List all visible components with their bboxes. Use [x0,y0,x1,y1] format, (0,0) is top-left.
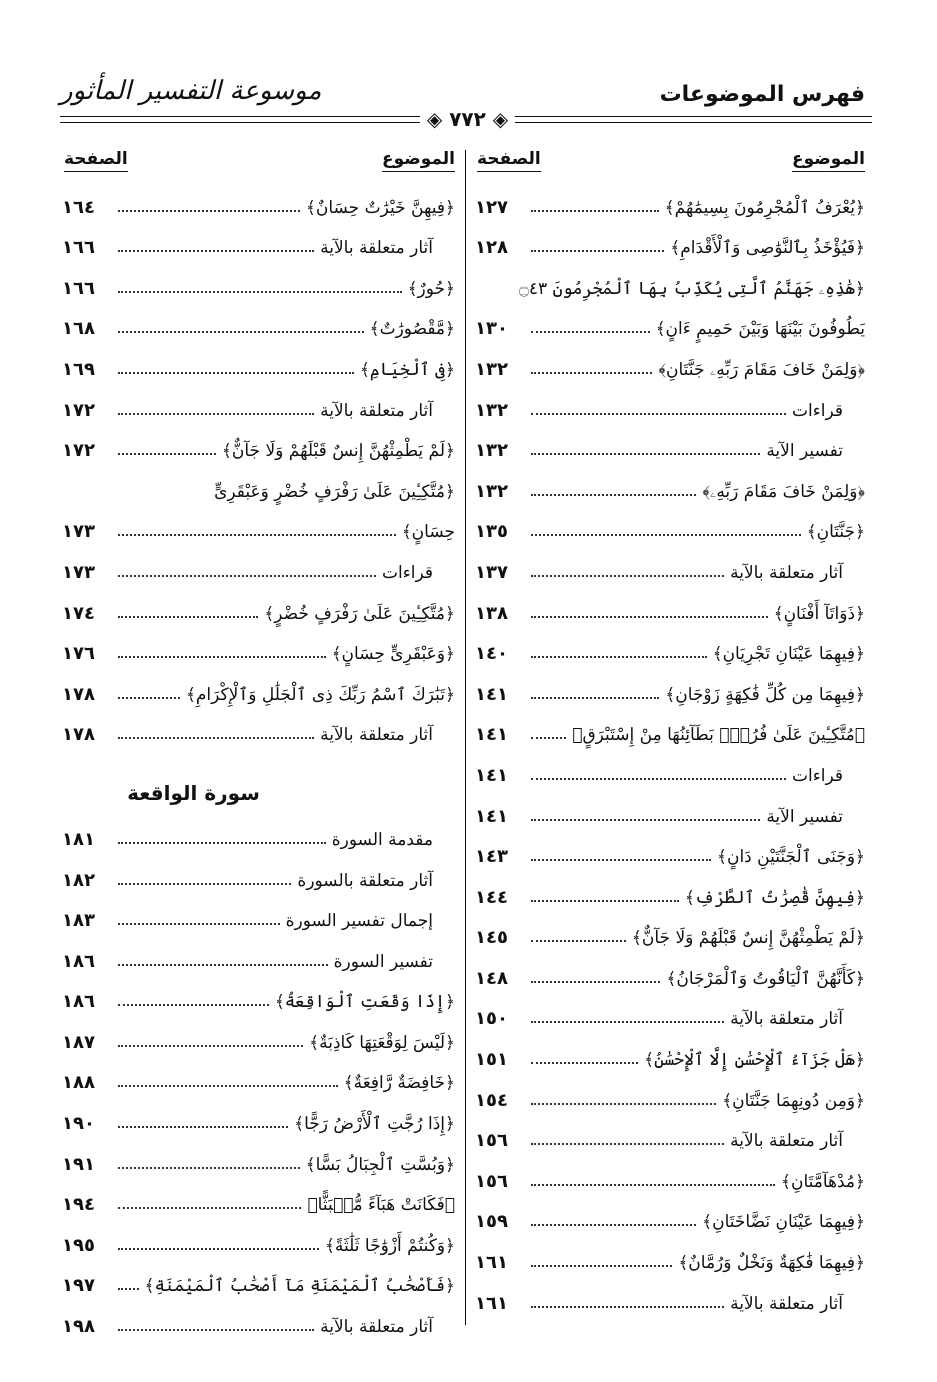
index-entry [475,711,865,752]
entry-title: ﴿فِيهِنَّ قَٰصِرَٰتُ ٱلطَّرْفِ﴾ [684,887,865,908]
entry-title: ﴿وَلِمَنْ خَافَ مَقَامَ رَبِّهِۦ﴾ [702,481,865,502]
index-entry [475,833,865,874]
index-entry [62,937,455,978]
entry-title: قراءات [382,562,433,583]
index-entry [475,1117,865,1158]
leader-dots [118,372,354,374]
leader-dots [118,534,396,536]
index-entry [62,264,455,305]
index-entry [475,630,865,671]
entry-title: ﴿مُدْهَآمَّتَانِ﴾ [781,1171,865,1192]
index-entry [62,427,455,468]
entry-page-number: ١٧٤ [62,602,95,624]
leader-dots [531,981,660,983]
leader-dots [118,1045,303,1047]
entry-page-number: ١٣٧ [475,561,508,583]
leader-dots [118,923,280,925]
leader-dots [531,250,664,252]
index-entry [62,1221,455,1262]
leader-dots [118,453,216,455]
index-entry [62,1302,455,1343]
entry-page-number: ١٩٥ [62,1234,95,1256]
entry-page-number: ١٨٣ [62,910,95,932]
leader-dots [118,331,364,333]
leader-dots [118,656,326,658]
leader-dots [118,250,314,252]
leader-dots [118,291,402,293]
index-entry [475,548,865,589]
section-heading [62,751,455,815]
entry-page-number: ١٩٤ [62,1194,95,1216]
index-entry [475,427,865,468]
index-entry [62,224,455,265]
entry-title: ﴿مُتَّكِـِٔينَ عَلَىٰ رَفْرَفٍ خُضْرٍ﴾ [264,603,455,624]
leader-dots [118,1126,288,1128]
leader-dots [118,1207,301,1209]
entry-page-number: ١٩٠ [62,1113,95,1135]
leader-dots [118,1329,314,1331]
leader-dots [118,1248,319,1250]
entry-title: ﴿كَأَنَّهُنَّ ٱلْيَاقُوتُ وَٱلْمَرْجَانُ﴾ [666,968,865,989]
leader-dots [531,1021,724,1023]
index-entry [62,856,455,897]
entry-title: ﴿وَبُسَّتِ ٱلْجِبَالُ بَسًّا﴾ [305,1154,455,1175]
entry-title: ﴿خَافِضَةٌ رَّافِعَةٌ﴾ [343,1073,455,1094]
index-entry [62,630,455,671]
entry-page-number: ١٤٣ [475,846,508,868]
leader-dots [531,1103,716,1105]
right-entry-list [475,183,865,1320]
leader-dots [118,737,314,739]
index-entry [62,1018,455,1059]
index-entry [62,467,455,508]
index-entry [475,873,865,914]
entry-title: ﴿يُعْرَفُ ٱلْمُجْرِمُونَ بِسِيمَٰهُمْ﴾ [664,197,865,218]
index-entry [62,345,455,386]
entry-title: ﴿لَيْسَ لِوَقْعَتِهَا كَاذِبَةٌ﴾ [309,1032,455,1053]
entry-page-number: ١٩١ [62,1153,95,1175]
index-entry [62,1059,455,1100]
page-heading: الصفحة [64,149,128,172]
entry-page-number: ١٨٨ [62,1072,95,1094]
entry-page-number: ١٣٢ [475,480,508,502]
entry-title: ﴿وَعَبْقَرِىٍّ حِسَانٍ﴾ [331,644,455,665]
entry-page-number: ١٤٤ [475,886,508,908]
entry-title: ﴿وَجَنَى ٱلْجَنَّتَيْنِ دَانٍ﴾ [717,847,865,868]
entry-page-number: ١٥٦ [475,1130,508,1152]
entry-page-number: ١٣٠ [475,318,508,340]
index-entry [475,1035,865,1076]
index-entry [475,914,865,955]
entry-title: ﴿فِيهِمَا عَيْنَانِ نَضَّاخَتَانِ﴾ [702,1212,865,1233]
leader-dots [531,413,786,415]
entry-page-number: ١٢٧ [475,196,508,218]
entry-page-number: ١٧٨ [62,724,95,746]
entry-page-number: ١٦١ [475,1292,508,1314]
leader-dots [118,616,258,618]
entry-page-number: ١٨٦ [62,950,95,972]
index-entry [475,305,865,346]
right-column-header [475,145,865,183]
entry-title: ﴿هَٰذِهِۦ جَهَنَّمُ ٱلَّتِى يُكَذِّبُ بِهَا ٱلْمُجْرِمُونَ ۝٤٣ [518,278,865,299]
leader-dots [118,210,300,212]
index-entry [62,1262,455,1303]
entry-page-number: ١٦٦ [62,237,95,259]
index-entry [475,1198,865,1239]
entry-page-number: ١٥٩ [475,1211,508,1233]
leader-dots [118,1004,269,1006]
entry-title: إجمال تفسير السورة [285,911,433,932]
topic-heading: الموضوع [382,149,455,172]
leader-dots [118,575,376,577]
entry-page-number: ١٢٨ [475,237,508,259]
entry-page-number: ١٤٨ [475,967,508,989]
entry-page-number: ١٨٢ [62,869,95,891]
entry-title: يَطُوفُونَ بَيْنَهَا وَبَيْنَ حَمِيمٍ ءَانٍ﴾ [655,319,865,340]
entry-page-number: ١٧٣ [62,521,95,543]
leader-dots [118,883,291,885]
entry-page-number: ١٩٨ [62,1316,95,1338]
topic-heading: الموضوع [792,149,865,172]
entry-title: ﴿حُورٌ﴾ [407,278,455,299]
leader-dots [531,534,801,536]
entry-page-number: ١٤١ [475,724,508,746]
entry-title: آثار متعلقة بالآية [730,1009,843,1030]
page-number: ◈ ٧٧٢ ◈ [420,107,515,131]
leader-dots [118,1288,139,1290]
entry-page-number: ١٦١ [475,1252,508,1274]
index-entry [62,386,455,427]
leader-dots [531,778,786,780]
entry-page-number: ١٦٤ [62,196,95,218]
entry-page-number: ١٨٦ [62,991,95,1013]
index-entry [475,508,865,549]
index-entry [475,345,865,386]
entry-page-number: ١٧٦ [62,643,95,665]
index-entry [475,751,865,792]
entry-page-number: ١٩٧ [62,1275,95,1297]
left-column [62,145,455,1343]
entry-page-number: ١٥٤ [475,1089,508,1111]
leader-dots [531,494,696,496]
leader-dots [531,1062,638,1064]
entry-page-number: ١٦٨ [62,318,95,340]
right-column [475,145,865,1320]
leader-dots [531,1265,672,1267]
entry-page-number: ١٧٣ [62,561,95,583]
leader-dots [531,372,652,374]
index-entry [62,897,455,938]
leader-dots [118,1085,338,1087]
entry-title: تفسير الآية [766,806,843,827]
left-entry-list [62,183,455,1343]
book-title-logo: موسوعة التفسير المأثور [60,76,322,106]
entry-page-number: ١٤٠ [475,643,508,665]
index-entry [62,711,455,752]
leader-dots [531,331,650,333]
entry-title: ﴿وَلِمَنْ خَافَ مَقَامَ رَبِّهِۦ جَنَّتَانِ﴾ [658,359,865,380]
page-heading: الصفحة [477,149,541,172]
entry-title: آثار متعلقة بالسورة [297,870,433,891]
index-title: فهرس الموضوعات [659,82,865,107]
index-entry [62,1181,455,1222]
entry-title: آثار متعلقة بالآية [320,400,433,421]
entry-title: ﴿فِيهِمَا مِن كُلِّ فَٰكِهَةٍ زَوْجَانِ﴾ [665,684,865,705]
leader-dots [118,1167,300,1169]
entry-page-number: ١٨٧ [62,1031,95,1053]
entry-title: آثار متعلقة بالآية [320,238,433,259]
index-entry [475,224,865,265]
entry-title: آثار متعلقة بالآية [320,1317,433,1338]
index-entry [62,305,455,346]
leader-dots [118,413,314,415]
index-entry [475,1157,865,1198]
entry-page-number: ١٧٨ [62,683,95,705]
leader-dots [531,1143,724,1145]
index-entry [62,815,455,856]
entry-title: ﴿فِيهِمَا فَٰكِهَةٌ وَنَخْلٌ وَرُمَّانٌ﴾ [678,1253,865,1274]
index-entry [475,1238,865,1279]
leader-dots [531,1224,696,1226]
left-column-header [62,145,455,183]
entry-title: قراءات [792,400,843,421]
leader-dots [531,1306,724,1308]
section-title: سورة الواقعة [127,781,260,806]
entry-page-number: ١٧٢ [62,440,95,462]
entry-title: ﴿لَمْ يَطْمِثْهُنَّ إِنسٌ قَبْلَهُمْ وَلَا جَآنٌّ﴾ [631,928,865,949]
entry-page-number: ١٣٥ [475,521,508,543]
entry-title: ﴿فِيهِنَّ خَيْرَٰتٌ حِسَانٌ﴾ [305,197,455,218]
entry-page-number: ١٣٨ [475,602,508,624]
index-entry [475,792,865,833]
entry-title: ﴿إِذَا وَقَعَتِ ٱلْوَاقِعَةُ﴾ [274,992,455,1013]
entry-title: حِسَانٍ﴾ [401,522,455,543]
column-divider [465,150,466,1325]
index-entry [62,1099,455,1140]
index-entry [62,589,455,630]
entry-title: مقدمة السورة [331,829,433,850]
entry-title: ﴿لَمْ يَطْمِثْهُنَّ إِنسٌ قَبْلَهُمْ وَلَا جَآنٌّ﴾ [221,441,455,462]
entry-title: ﴿مَّقْصُورَٰتٌ﴾ [369,319,455,340]
entry-page-number: ١٤١ [475,683,508,705]
entry-title: ﴿إِذَا رُجَّتِ ٱلْأَرْضُ رَجًّا﴾ [294,1114,455,1135]
leader-dots [118,842,326,844]
entry-page-number: ١٣٢ [475,399,508,421]
leader-dots [531,900,679,902]
leader-dots [531,940,626,942]
index-entry [62,508,455,549]
index-entry [62,1140,455,1181]
entry-page-number: ١٣٢ [475,440,508,462]
leader-dots [118,964,328,966]
entry-title: ﴿هَلْ جَزَآءُ ٱلْإِحْسَٰنِ إِلَّا ٱلْإِحْسَٰنُ﴾ [644,1050,865,1071]
index-entry [475,386,865,427]
index-entry [475,995,865,1036]
index-entry [475,183,865,224]
entry-title: آثار متعلقة بالآية [730,562,843,583]
leader-dots [531,737,566,739]
index-entry [475,1076,865,1117]
entry-title: تفسير الآية [766,441,843,462]
leader-dots [531,819,760,821]
entry-title: ﴿فِيهِمَا عَيْنَانِ تَجْرِيَانِ﴾ [712,644,865,665]
entry-page-number: ١٥١ [475,1049,508,1071]
entry-title: ﴿مُتَّكِـِٔينَ عَلَىٰ فُرُشٍۭ بَطَآئِنُهَا مِنْ إِسْتَبْرَقٍ﴾ [572,725,865,746]
index-entry [475,264,865,305]
leader-dots [531,453,760,455]
index-entry [475,467,865,508]
entry-title: تفسير السورة [333,951,433,972]
entry-page-number: ١٤٥ [475,927,508,949]
index-entry [475,670,865,711]
leader-dots [531,1184,775,1186]
leader-dots [118,697,180,699]
entry-title: ﴿فَيُؤْخَذُ بِٱلنَّوَٰصِى وَٱلْأَقْدَامِ﴾ [670,238,865,259]
index-entry [475,1279,865,1320]
entry-page-number: ١٤١ [475,764,508,786]
entry-title: ﴿وَمِن دُونِهِمَا جَنَّتَانِ﴾ [722,1090,865,1111]
entry-title: ﴿مُتَّكِـِٔينَ عَلَىٰ رَفْرَفٍ خُضْرٍ وَعَبْقَرِىٍّ [214,481,455,502]
entry-page-number: ١٦٩ [62,358,95,380]
entry-title: ﴿فِى ٱلْخِيَامِ﴾ [359,359,455,380]
entry-page-number: ١٣٢ [475,358,508,380]
entry-page-number: ١٥٠ [475,1008,508,1030]
leader-dots [531,656,707,658]
entry-page-number: ١٤١ [475,805,508,827]
entry-page-number: ١٨١ [62,828,95,850]
index-entry [62,548,455,589]
entry-title: آثار متعلقة بالآية [730,1131,843,1152]
entry-title: آثار متعلقة بالآية [320,725,433,746]
index-entry [62,978,455,1019]
entry-title: ﴿وَكُنتُمْ أَزْوَٰجًا ثَلَٰثَةً﴾ [324,1235,455,1256]
entry-title: ﴿فَكَانَتْ هَبَآءً مُّنۢبَثًّا﴾ [307,1195,455,1216]
entry-title: ﴿جَنَّتَانِ﴾ [806,522,865,543]
entry-title: آثار متعلقة بالآية [730,1293,843,1314]
index-entry [475,954,865,995]
index-entry [62,670,455,711]
entry-page-number: ١٦٦ [62,277,95,299]
index-entry [475,589,865,630]
leader-dots [531,859,711,861]
entry-title: ﴿ذَوَاتَآ أَفْنَانٍ﴾ [773,603,865,624]
index-entry [62,183,455,224]
entry-page-number: ١٥٦ [475,1170,508,1192]
entry-title: قراءات [792,765,843,786]
entry-title: ﴿تَبَٰرَكَ ٱسْمُ رَبِّكَ ذِى ٱلْجَلَٰلِ وَٱلْإِكْرَامِ﴾ [185,684,455,705]
leader-dots [531,616,768,618]
leader-dots [531,575,724,577]
entry-page-number: ١٧٢ [62,399,95,421]
leader-dots [531,697,659,699]
leader-dots [531,210,659,212]
entry-title: ﴿فَأَصْحَٰبُ ٱلْمَيْمَنَةِ مَآ أَصْحَٰبُ ٱلْمَيْمَنَةِ﴾ [144,1276,455,1297]
